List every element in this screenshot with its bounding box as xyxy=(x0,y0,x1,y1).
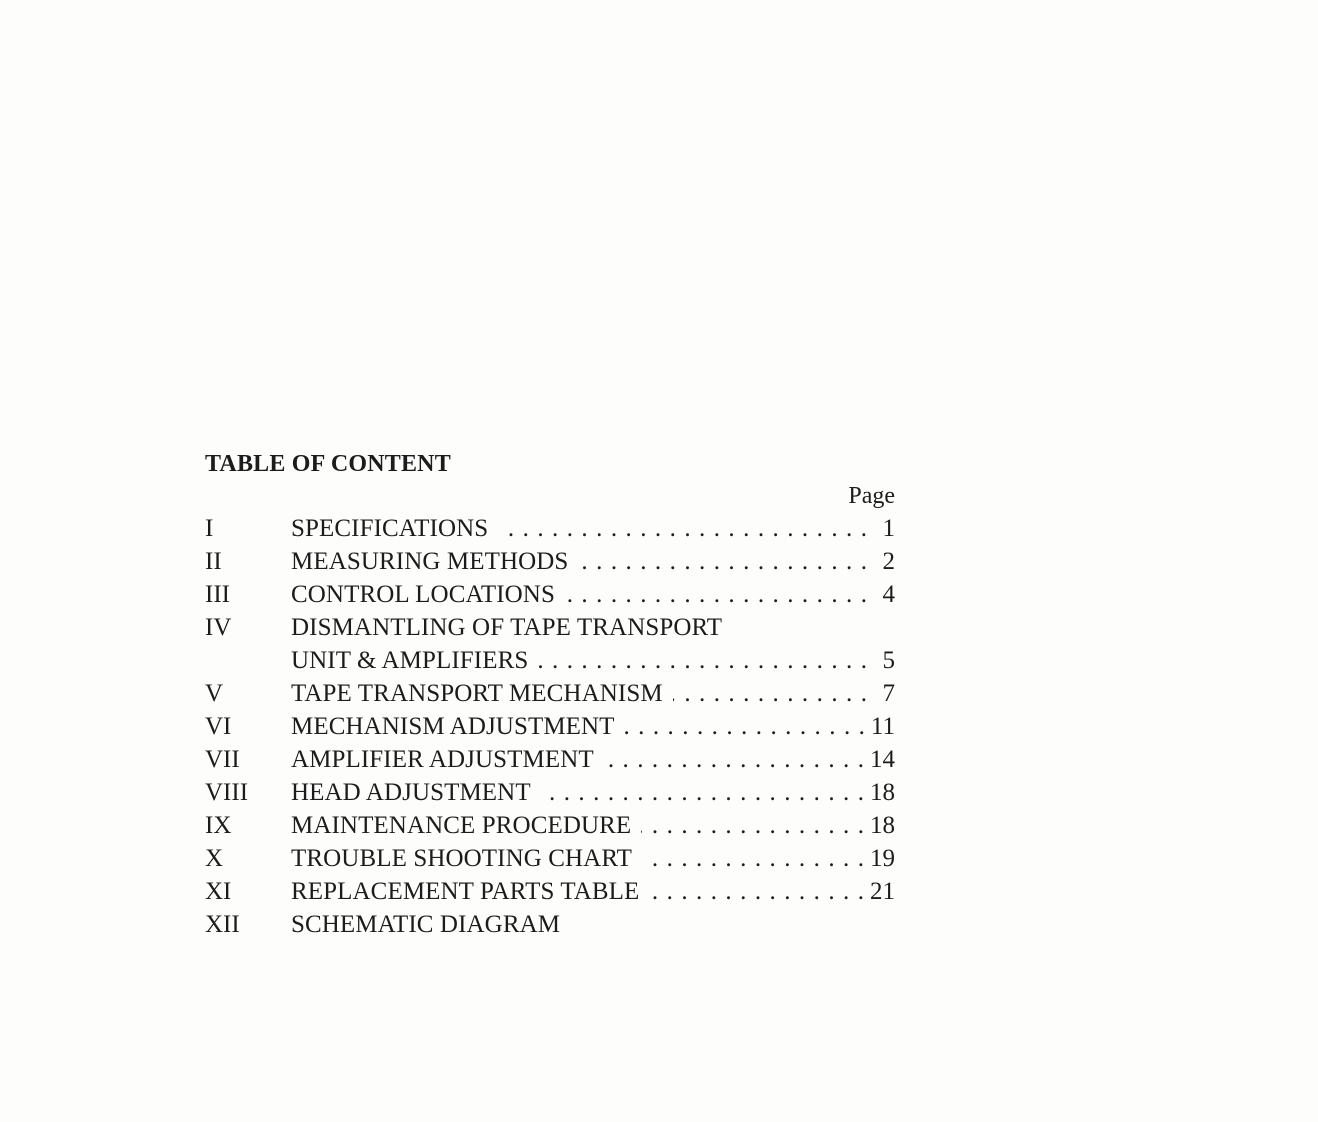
toc-title: TABLE OF CONTENT xyxy=(205,451,451,477)
entry-title: TROUBLE SHOOTING CHART xyxy=(291,845,632,872)
entry-title: MECHANISM ADJUSTMENT xyxy=(291,713,615,740)
entry-title: SCHEMATIC DIAGRAM xyxy=(291,911,561,938)
toc-entry xyxy=(205,908,897,941)
dot-leader xyxy=(625,710,865,743)
entry-page: 21 xyxy=(870,878,895,905)
toc-entry xyxy=(205,875,897,908)
entry-title: SPECIFICATIONS xyxy=(291,515,489,542)
toc-entry xyxy=(205,743,897,776)
dot-leader xyxy=(641,809,864,842)
entry-page: 11 xyxy=(870,713,895,740)
toc-entry xyxy=(205,644,897,677)
toc-entry xyxy=(205,545,897,578)
entry-number: III xyxy=(205,581,230,608)
entry-title: UNIT & AMPLIFIERS xyxy=(291,647,529,674)
entry-title: MEASURING METHODS xyxy=(291,548,569,575)
entry-number: I xyxy=(205,515,214,542)
table-of-contents xyxy=(205,448,897,941)
dot-leader xyxy=(673,677,867,710)
entry-title: TAPE TRANSPORT MECHANISM xyxy=(291,680,663,707)
entry-number: VII xyxy=(205,746,240,773)
entry-title: DISMANTLING OF TAPE TRANSPORT xyxy=(291,614,723,641)
toc-entry xyxy=(205,677,897,710)
dot-leader xyxy=(604,743,864,776)
entry-number: XI xyxy=(205,878,232,905)
entry-title: AMPLIFIER ADJUSTMENT xyxy=(291,746,594,773)
entry-number: IV xyxy=(205,614,232,641)
entry-page: 18 xyxy=(870,812,895,839)
entry-title: MAINTENANCE PROCEDURE xyxy=(291,812,632,839)
entry-page: 7 xyxy=(882,680,895,707)
entry-title: HEAD ADJUSTMENT xyxy=(291,779,531,806)
page-column-label: Page xyxy=(848,483,895,509)
toc-entry xyxy=(205,710,897,743)
toc-entry xyxy=(205,809,897,842)
entry-title: CONTROL LOCATIONS xyxy=(291,581,555,608)
entry-number: IX xyxy=(205,812,232,839)
dot-leader xyxy=(541,776,864,809)
toc-entry xyxy=(205,578,897,611)
dot-leader xyxy=(538,644,867,677)
entry-number: II xyxy=(205,548,222,575)
entry-page: 14 xyxy=(870,746,895,773)
toc-entry xyxy=(205,611,897,644)
dot-leader xyxy=(642,842,864,875)
entry-number: VIII xyxy=(205,779,249,806)
entry-page: 18 xyxy=(870,779,895,806)
entry-page: 4 xyxy=(882,581,895,608)
dot-leader xyxy=(578,545,867,578)
entry-page: 2 xyxy=(882,548,895,575)
dot-leader xyxy=(498,512,867,545)
toc-entry xyxy=(205,776,897,809)
toc-entry xyxy=(205,842,897,875)
dot-leader xyxy=(649,875,864,908)
entry-page: 19 xyxy=(870,845,895,872)
entry-page: 5 xyxy=(882,647,895,674)
entry-number: XII xyxy=(205,911,240,938)
entry-number: V xyxy=(205,680,224,707)
entry-number: VI xyxy=(205,713,232,740)
entry-title: REPLACEMENT PARTS TABLE xyxy=(291,878,640,905)
toc-entry xyxy=(205,512,897,545)
dot-leader xyxy=(565,578,867,611)
entry-number: X xyxy=(205,845,224,872)
entry-page: 1 xyxy=(882,515,895,542)
